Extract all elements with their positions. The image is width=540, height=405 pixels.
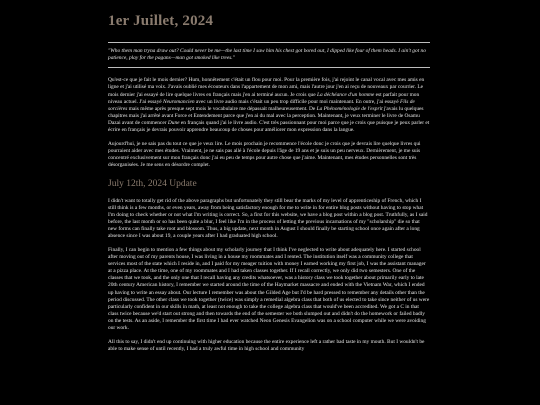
paragraph-update-1: I didn't want to totally get rid of the above paragraphs but unfortunately they still bear the marks of my level of apprenticeship of French, which I still think is a few months, or even years, away from being satisfactory enough for me to write in for entire blog posts without having to stop what I'm doing to check whether or not what I'm writing is correct. So, a first for this website, we have a blog post within a blog post. Truthfully, as I said before, the last month or so has been quite a blur, I feel like I'm in the process of letting the previous incarnations of my "scholarship" die so that new forms can finally take root and blossom. Thus, a big update, next month in August I should finally be starting school once again after a long absence since I was about 19, a couple years after I had graduated high school. xyxy=(108,197,428,240)
epigraph-quote: "Who them man tryna draw out? Could never be me—the last time I saw him his chest got bored out, I dipped like four of them heads. I ain't got no patience, play for the pagans—man got smoked like trees." xyxy=(108,48,426,62)
post-title: 1er Juillet, 2024 xyxy=(108,13,214,29)
update-heading: July 12th, 2024 Update xyxy=(108,178,197,189)
divider-top xyxy=(108,42,430,43)
paragraph-french-1: Qu'est-ce que je fait le mois dernier? Hum, honnêtement c'était un flou pour moi. Pour la première fois, j'ai rejoint le canal vocal avec mes amis en ligne et j'ai utilisé ma voix. J'avais oublié mes écouteurs dans l'appartement de mon ami, mais l'autre jour j'en ai reçu de nouveaux par courrier. Le mois dernier j'ai essayé de lire quelque livres en français mais j'en ai terminé aucun. Je crois que La déchéance d'un homme est parfait pour mon niveau actuel. J'ai essayé Neuromancien avec un livre audio mais c'était un peu trop difficile pour moi maintenant. En outre, j'ai essayé Fils de sorcières mais même après presque sept mois le vocabulaire me dépassait malheureusement. De La Phénoménologie de l'esprit j'avais lu quelques chapitres mais j'ai arrêté avant Force et Entendement parce que j'en ai du mal avec la perception. Maintenant, je veux terminer le livre de Osamu Dazai avant de commencer Dune en français quand j'ai le livre audio. C'est très passionnant pour moi parce que je crois que puisque je peux parler et écrire en français je devrais pouvoir apprendre beaucoup de choses pour améliorer mon expression dans la langue. xyxy=(108,77,430,133)
paragraph-french-2: Aujourd'hui, je ne sais pas du tout ce que je veux lire. Le mois prochain je recommence l'école donc je crois que je devrais lire quelque livres qui pourraient aider avec mes études. Vraiment, je ne sais pas allé à l'école depuis l'âge de 19 ans et je suis un peu nerveux. Dernièrement, je me suis concentré exclusivement sur mon français donc j'ai eu peu de temps pour autre chose que j'aime. Maintenant, mes études personnelles sont très désorganisées. Je me sens en désordre complet. xyxy=(108,140,421,168)
paragraph-update-3: All this to say, I didn't end up continuing with higher education because the entire experience left a rather bad taste in my mouth. But I wouldn't be able to make sense of until recently, I had a truly awful time in high school and community xyxy=(108,338,425,352)
book-title: La Phénoménologie de l'esprit xyxy=(316,105,383,112)
book-title: Neuromancien xyxy=(163,98,195,105)
divider-bottom xyxy=(108,67,430,68)
paragraph-update-2: Finally, I can begin to mention a few things about my scholarly journey that I think I've neglected to write about adequately here. I started school after moving out of my parents house, I was living in a house my roommates and I rented. The institution itself was a community college that services most of the state which I reside in, and I paid for my meager tuition with money I earned working my first job, I was the assistant manager at a pizza place. At the time, one of my roommates and I had taken classes together. If I recall correctly, we only did two semesters. One of the classes that we took, and the only one that I recall having any credits whatsoever, was a history class we took together about primarily early to late 20th century American history, I remember we started around the time of the Haymarket massacre and ended with the Vietnam War, which I ended up having to write an essay about. Our lecture I remember was about the Gilded Age but I'd be hard pressed to remember any details other than the period discussed. The other class we took together (twice) was simply a remedial algebra class that both of us elected to take since neither of us were particularly confident in our skills in math, at least not enough to take the college algebra class that would've been accredited. We got a C in that class twice because we'd start out strong and then towards the end of the semester we both slumped out and didn't do the homework or failed badly on the tests. As an aside, I remember the first time I had ever watched Neon Genesis Evangelion was on a school computer while we were avoiding our work. xyxy=(108,247,430,331)
post-body xyxy=(108,0,430,353)
book-title: Dune xyxy=(167,119,180,126)
book-title: La déchéance d'un homme xyxy=(316,91,375,98)
book-title: Fils de sorcières xyxy=(108,98,415,112)
